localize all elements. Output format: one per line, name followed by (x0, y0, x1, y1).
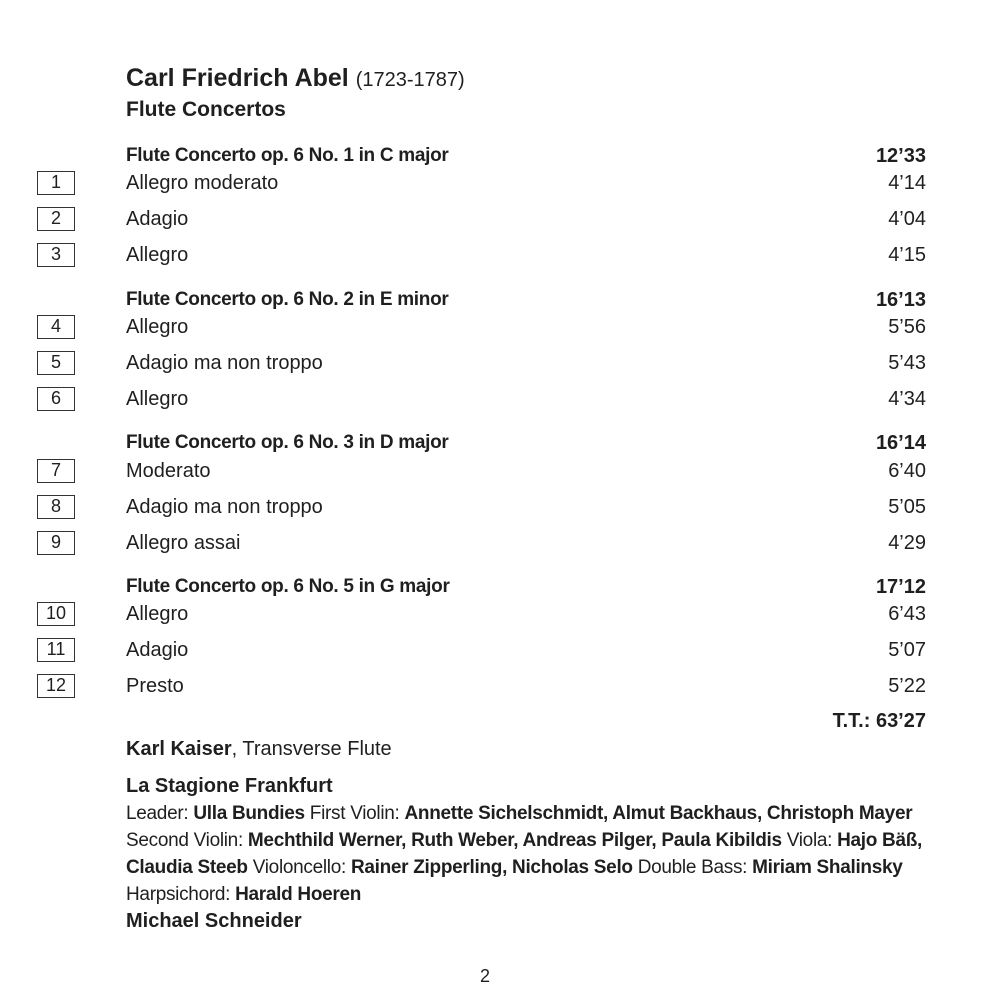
personnel-names: Ulla Bundies (193, 803, 305, 824)
conductor-name: Michael Schneider (126, 910, 302, 932)
track-number: 10 (37, 602, 75, 626)
work-header (126, 430, 926, 456)
track-duration: 4’34 (888, 388, 926, 410)
work-header (126, 287, 926, 313)
track-number: 4 (37, 315, 75, 339)
work-duration: 16’14 (875, 432, 926, 454)
track-number: 11 (37, 638, 75, 662)
personnel-role: Leader: (126, 803, 194, 824)
track-number: 7 (37, 459, 75, 483)
track-duration: 6’43 (888, 603, 926, 625)
track-title: Adagio (126, 639, 189, 661)
track-title: Presto (126, 675, 184, 697)
personnel-names: Rainer Zipperling, Nicholas Selo (350, 857, 633, 878)
work-duration: 17’12 (875, 576, 926, 598)
personnel-role: Viola: (781, 830, 838, 851)
work-duration: 12’33 (875, 145, 926, 167)
track-title: Allegro assai (126, 532, 241, 554)
work-title: Flute Concerto op. 6 No. 1 in C major (126, 145, 449, 166)
track-title: Allegro (126, 316, 189, 338)
track-duration: 5’56 (888, 316, 926, 338)
track-number: 6 (37, 387, 75, 411)
track-duration: 5’05 (888, 496, 926, 518)
track-title: Adagio ma non troppo (126, 352, 323, 374)
personnel-role: Violoncello: (247, 857, 351, 878)
composer-line (126, 62, 465, 96)
track-title: Adagio (126, 208, 189, 230)
track-title: Allegro (126, 603, 189, 625)
track-title: Adagio ma non troppo (126, 496, 323, 518)
track-number: 3 (37, 243, 75, 267)
personnel-role: Second Violin: (126, 830, 248, 851)
personnel-names: Mechthild Werner, Ruth Weber, Andreas Pilger, Paula Kibildis (247, 830, 782, 851)
track-duration: 5’22 (888, 675, 926, 697)
work-title: Flute Concerto op. 6 No. 3 in D major (126, 432, 449, 453)
personnel-names: Annette Sichelschmidt, Almut Backhaus, Christoph Mayer (404, 803, 913, 824)
track-number: 1 (37, 171, 75, 195)
track-duration: 4’14 (888, 172, 926, 194)
track-title: Moderato (126, 460, 211, 482)
track-duration: 4’04 (888, 208, 926, 230)
soloist-name: Karl Kaiser (126, 738, 232, 760)
track-number: 8 (37, 495, 75, 519)
track-number: 12 (37, 674, 75, 698)
personnel-role: Double Bass: (632, 857, 753, 878)
personnel-list (126, 800, 926, 908)
total-time: T.T.: 63’27 (832, 710, 926, 732)
track-title: Allegro (126, 388, 189, 410)
work-header (126, 574, 926, 600)
work-title: Flute Concerto op. 6 No. 2 in E minor (126, 289, 449, 310)
track-number: 9 (37, 531, 75, 555)
track-title: Allegro moderato (126, 172, 279, 194)
track-title: Allegro (126, 244, 189, 266)
personnel-role: Harpsichord: (126, 884, 236, 905)
work-duration: 16’13 (875, 289, 926, 311)
track-number: 2 (37, 207, 75, 231)
ensemble-name: La Stagione Frankfurt (126, 775, 333, 797)
page-number: 2 (479, 966, 490, 986)
work-header (126, 143, 926, 169)
soloist-instrument: , Transverse Flute (231, 738, 392, 760)
personnel-names: Hajo Bäß, Claudia Steeb (126, 830, 923, 878)
composer-name: Carl Friedrich Abel (126, 64, 349, 92)
track-duration: 6’40 (888, 460, 926, 482)
personnel-role: First Violin: (304, 803, 405, 824)
track-number: 5 (37, 351, 75, 375)
personnel-names: Harald Hoeren (235, 884, 362, 905)
composer-dates: (1723-1787) (355, 69, 465, 91)
soloist (126, 736, 392, 762)
track-duration: 4’15 (888, 244, 926, 266)
personnel-names: Miriam Shalinsky (752, 857, 903, 878)
track-duration: 5’43 (888, 352, 926, 374)
work-title: Flute Concerto op. 6 No. 5 in G major (126, 576, 450, 597)
header (126, 62, 465, 124)
track-duration: 4’29 (888, 532, 926, 554)
track-duration: 5’07 (888, 639, 926, 661)
album-title: Flute Concertos (126, 98, 286, 121)
